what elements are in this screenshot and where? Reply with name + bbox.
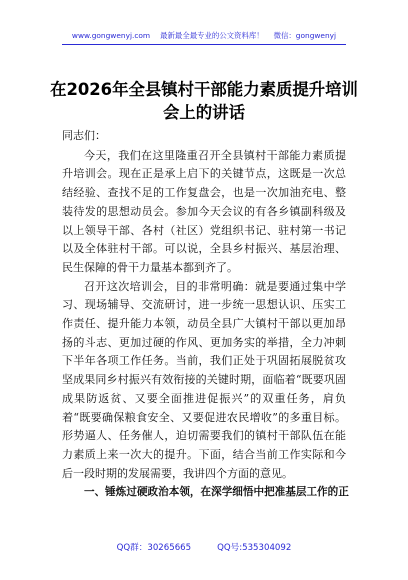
header-wechat: 微信：gongwenyj — [273, 31, 337, 40]
footer-qq-group: QQ群：30265665 — [116, 543, 192, 553]
footer-qq: QQ号:535304092 — [217, 543, 292, 553]
header-divider — [62, 44, 346, 45]
page-header — [0, 30, 408, 41]
document-body — [62, 127, 349, 502]
body-paragraph: 今天，我们在这里隆重召开全县镇村干部能力素质提升培训会。现在正是承上启下的关键节点，这既是一次总结经验、查找不足的工作复盘会，也是一次加油充电、整装待发的思想动员会。参加今天会议的有各乡镇副科级及以上领导干部、各村（社区）党组织书记、驻村第一书记以及全体驻村干部。可以说，全县乡村振兴、基层治理、民生保障的骨干力量基本都到齐了。 — [62, 148, 346, 274]
section-heading: 一、锤炼过硬政治本领，在深学细悟中把准基层工作的正 — [84, 486, 349, 499]
page-footer — [0, 541, 408, 553]
body-paragraph: 召开这次培训会，目的非常明确：就是要通过集中学习、现场辅导、交流研讨，进一步统一思想认识、压实工作责任、提升能力本领，动员全县广大镇村干部以更加昂扬的斗志、更加过硬的作风、更加务实的举措，全力冲刺下半年各项工作任务。当前，我们正处于巩固拓展脱贫攻坚成果同乡村振兴有效衔接的关键时期，面临着“既要巩固成果防返贫、又要全面推进促振兴”的双重任务，肩负着“既要确保粮食安全、又要促进农民增收”的多重目标。形势逼人、任务催人，迫切需要我们的镇村干部队伍在能力素质上来一次大的提升。下面，结合当前工作实际和今后一段时期的发展需要，我讲四个方面的意见。 — [62, 279, 346, 480]
salutation: 同志们： — [62, 129, 106, 142]
document-title: 在2026年全县镇村干部能力素质提升培训会上的讲话 — [50, 80, 358, 122]
header-site[interactable]: www.gongwenyj.com — [71, 31, 151, 40]
header-slogan: 最新最全最专业的公文资料库！ — [160, 31, 264, 40]
